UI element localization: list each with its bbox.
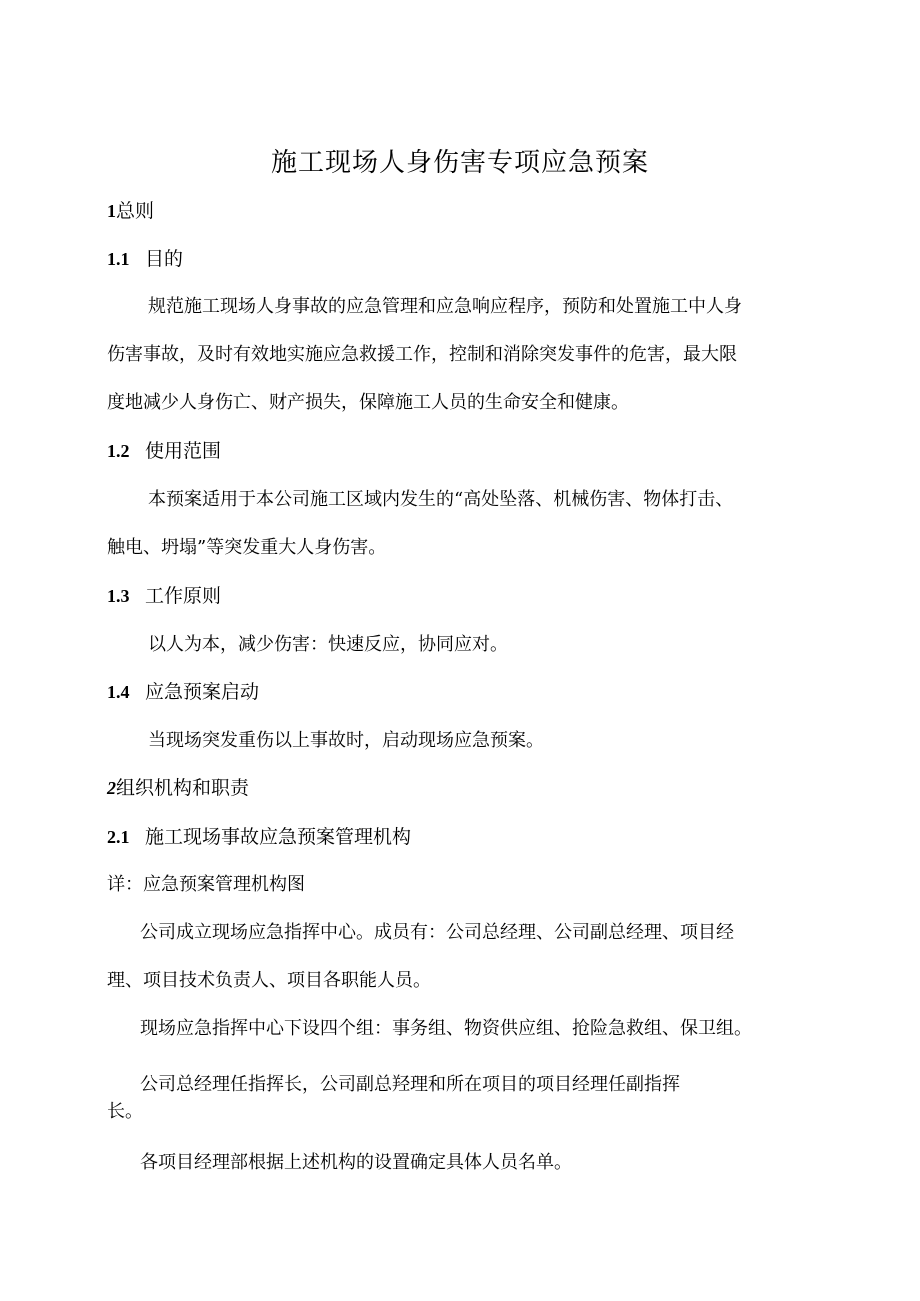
section-1-3-number: 1.3 xyxy=(107,586,130,606)
section-1-4-number: 1.4 xyxy=(107,682,130,702)
detail-note: 详：应急预案管理机构图 xyxy=(107,874,305,895)
section-1-4-line-1: 当现场突发重伤以上事故时，启动现场应急预案。 xyxy=(148,730,544,751)
section-2-1-label: 施工现场事故应急预案管理机构 xyxy=(145,826,412,848)
para-1-line-2: 理、项目技术负责人、项目各职能人员。 xyxy=(107,970,431,991)
section-1-1-heading xyxy=(107,244,183,271)
section-1-number: 1 xyxy=(107,201,116,221)
section-1-3-line-1: 以人为本，减少伤害：快速反应，协同应对。 xyxy=(148,634,508,655)
section-1-2-number: 1.2 xyxy=(107,441,130,461)
para-1-line-1: 公司成立现场应急指挥中心。成员有：公司总经理、公司副总经理、项目经 xyxy=(140,922,734,943)
section-1-4-label: 应急预案启动 xyxy=(145,681,260,703)
section-2-1-number: 2.1 xyxy=(107,827,130,847)
section-1-1-line-3: 度地减少人身伤亡、财产损失，保障施工人员的生命安全和健康。 xyxy=(107,392,629,413)
section-1-1-line-1: 规范施工现场人身事故的应急管理和应急响应程序，预防和处置施工中人身 xyxy=(148,296,742,317)
section-1-2-line-2: 触电、坍塌”等突发重大人身伤害。 xyxy=(107,537,387,558)
section-1-label: 总则 xyxy=(116,200,155,222)
para-4: 各项目经理部根据上述机构的设置确定具体人员名单。 xyxy=(140,1152,572,1173)
section-1-heading xyxy=(107,196,154,223)
section-1-2-label: 使用范围 xyxy=(145,440,222,462)
section-1-2-line-1: 本预案适用于本公司施工区域内发生的“高处坠落、机械伤害、物体打击、 xyxy=(148,489,734,510)
section-2-heading xyxy=(107,773,249,800)
section-2-1-heading xyxy=(107,822,411,849)
section-1-1-number: 1.1 xyxy=(107,249,130,269)
section-1-4-heading xyxy=(107,677,259,704)
para-2: 现场应急指挥中心下设四个组：事务组、物资供应组、抢险急救组、保卫组。 xyxy=(140,1018,752,1039)
section-2-number: 2 xyxy=(107,778,116,798)
section-1-3-heading xyxy=(107,581,221,608)
section-2-label: 组织机构和职责 xyxy=(116,777,250,799)
para-3-line-2: 长。 xyxy=(107,1101,143,1122)
document-title: 施工现场人身伤害专项应急预案 xyxy=(270,148,649,178)
section-1-1-line-2: 伤害事故，及时有效地实施应急救援工作，控制和消除突发事件的危害，最大限 xyxy=(107,344,737,365)
section-1-1-label: 目的 xyxy=(145,248,184,270)
section-1-3-label: 工作原则 xyxy=(145,585,222,607)
section-1-2-heading xyxy=(107,436,221,463)
para-3-line-1: 公司总经理任指挥长，公司副总羟理和所在项目的项目经理任副指挥 xyxy=(140,1074,680,1095)
